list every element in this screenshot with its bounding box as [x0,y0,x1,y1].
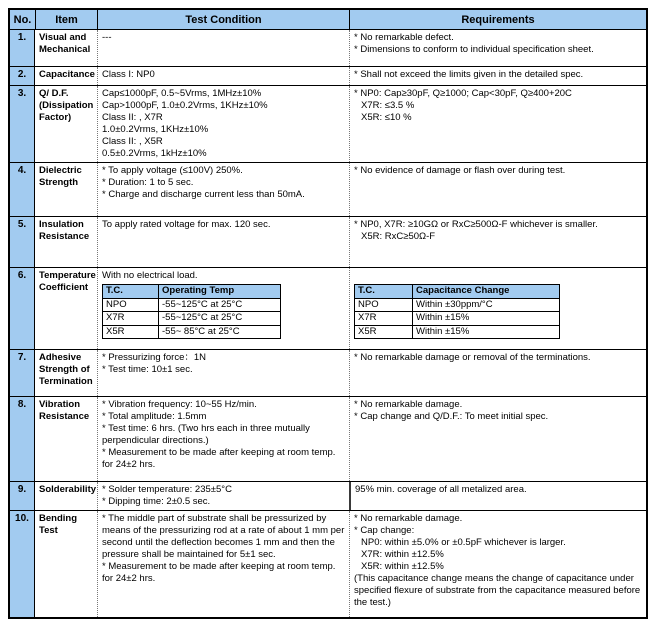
condition-line: * Charge and discharge current less than 50mA. [102,189,305,200]
table-row [10,85,646,162]
item-label: Bending Test [39,513,77,536]
row-number: 6. [10,268,35,349]
test-condition-cell [97,511,349,617]
nested-cell: Within ±30ppm/°C [412,298,559,312]
requirements-cell [349,397,646,481]
requirement-line: X5R: ≤10 % [361,112,412,123]
row-number: 10. [10,511,35,617]
requirements-cell [349,67,646,85]
row-number: 7. [10,350,35,396]
item-label: Q/ D.F. (Dissipation Factor) [39,88,94,123]
operating-temp-table [102,284,281,339]
condition-line: Cap≤1000pF, 0.5~5Vrms, 1MHz±10% [102,88,262,99]
condition-line: * Test time: 10±1 sec. [102,364,193,375]
row-number: 4. [10,163,35,216]
condition-line: 0.5±0.2Vrms, 1kHz±10% [102,148,207,159]
condition-line: Cap>1000pF, 1.0±0.2Vrms, 1KHz±10% [102,100,268,111]
condition-line: Class II: , X7R [102,112,163,123]
capacitance-change-table [354,284,560,339]
nested-cell: Within ±15% [412,325,559,339]
condition-line: 1.0±0.2Vrms, 1KHz±10% [102,124,209,135]
condition-line: * To apply voltage (≤100V) 250%. [102,165,243,176]
requirement-line: X7R: ≤3.5 % [361,100,415,111]
test-condition-cell [97,397,349,481]
table-row [10,162,646,216]
condition-line: * Total amplitude: 1.5mm [102,411,207,422]
nested-cell: -55~ 85°C at 25°C [158,325,280,339]
nested-header: T.C. [103,285,158,298]
row-number: 1. [10,30,35,66]
condition-line: * Pressurizing force：1N [102,352,207,363]
requirement-line: 95% min. coverage of all metalized area. [355,484,527,495]
nested-cell: NPO [103,298,158,312]
condition-line: * Solder temperature: 235±5°C [102,484,232,495]
requirements-cell [349,86,646,162]
condition-line: * Measurement to be made after keeping at room temp. for 24±2 hrs. [102,561,336,584]
test-condition-cell [97,268,349,349]
requirement-line: * Cap change: [354,525,415,536]
requirements-cell [349,268,646,349]
header-no: No. [13,14,32,26]
test-condition-cell [97,86,349,162]
header-requirements: Requirements [349,10,646,29]
condition-line: * Measurement to be made after keeping at room temp. for 24±2 hrs. [102,447,336,470]
table-header-row [10,10,646,30]
row-number: 8. [10,397,35,481]
item-label: Visual and Mechanical [39,32,91,55]
test-condition-cell [97,482,349,510]
condition-line: * The middle part of substrate shall be pressurized by means of the pressurizing rod at a rate of about 1 mm per second until the deflection becomes 1 mm and then the pressure shall be maintained for 5±1 sec. [102,513,345,560]
nested-header: Capacitance Change [412,285,559,298]
nested-cell: X5R [103,325,158,339]
nested-cell: Within ±15% [412,311,559,325]
test-condition-cell [97,67,349,85]
item-label: Solderability [39,484,97,495]
requirement-line: * Dimensions to conform to individual specification sheet. [354,44,594,55]
item-label: Capacitance [39,69,95,80]
table-row [10,30,646,66]
nested-cell: X7R [355,311,412,325]
requirement-line: * No remarkable damage. [354,513,463,524]
row-number: 3. [10,86,35,162]
table-row [10,267,646,349]
header-test-condition: Test Condition [97,10,349,29]
nested-cell: -55~125°C at 25°C [158,311,280,325]
condition-line: --- [102,32,112,43]
requirements-cell [349,217,646,267]
condition-line: * Duration: 1 to 5 sec. [102,177,194,188]
row-number: 5. [10,217,35,267]
condition-line: * Vibration frequency: 10~55 Hz/min. [102,399,257,410]
requirement-line: (This capacitance change means the change of capacitance under specified flexure of substrate from the capacitance measured before the test.) [354,573,641,608]
table-row [10,349,646,396]
requirement-line: NP0: within ±5.0% or ±0.5pF whichever is larger. [361,537,566,548]
header-item: Item [35,10,97,29]
nested-cell: -55~125°C at 25°C [158,298,280,312]
nested-header: T.C. [355,285,412,298]
requirements-cell [349,30,646,66]
requirement-line: * Shall not exceed the limits given in the detailed spec. [354,69,584,80]
requirement-line: * NP0: Cap≥30pF, Q≥1000; Cap<30pF, Q≥400+20C [354,88,572,99]
condition-line: * Test time: 6 hrs. (Two hrs each in three mutually perpendicular directions.) [102,423,310,446]
condition-line: Class II: , X5R [102,136,163,147]
requirements-cell [349,482,646,510]
condition-line: * Dipping time: 2±0.5 sec. [102,496,211,507]
spec-table [8,8,648,619]
item-label: Adhesive Strength of Termination [39,352,93,387]
requirement-line: X5R: RxC≥50Ω-F [361,231,436,242]
requirement-line: * No remarkable damage or removal of the terminations. [354,352,591,363]
item-label: Insulation Resistance [39,219,90,242]
table-row [10,66,646,85]
nested-cell: X5R [355,325,412,339]
nested-cell: X7R [103,311,158,325]
table-row [10,481,646,510]
requirement-line: * Cap change and Q/D.F.: To meet initial spec. [354,411,549,422]
requirements-cell [349,511,646,617]
row-number: 9. [10,482,35,510]
table-row [10,510,646,617]
test-condition-cell [97,217,349,267]
requirement-line: * No evidence of damage or flash over during test. [354,165,566,176]
requirements-cell [349,163,646,216]
table-row [10,216,646,267]
requirements-cell [349,350,646,396]
requirement-line: * No remarkable damage. [354,399,463,410]
requirement-line: X5R: within ±12.5% [361,561,444,572]
item-label: Vibration Resistance [39,399,90,422]
requirement-line: * NP0, X7R: ≥10GΩ or RxC≥500Ω-F whichever is smaller. [354,219,598,230]
test-condition-cell [97,163,349,216]
test-condition-cell [97,30,349,66]
item-label: Temperature Coefficient [39,270,96,293]
condition-line: Class I: NP0 [102,69,155,80]
item-label: Dielectric Strength [39,165,82,188]
test-condition-cell [97,350,349,396]
requirement-line: X7R: within ±12.5% [361,549,444,560]
condition-line: With no electrical load. [102,270,198,281]
nested-cell: NPO [355,298,412,312]
nested-header: Operating Temp [158,285,280,298]
requirement-line: * No remarkable defect. [354,32,454,43]
table-row [10,396,646,481]
row-number: 2. [10,67,35,85]
condition-line: To apply rated voltage for max. 120 sec. [102,219,271,230]
